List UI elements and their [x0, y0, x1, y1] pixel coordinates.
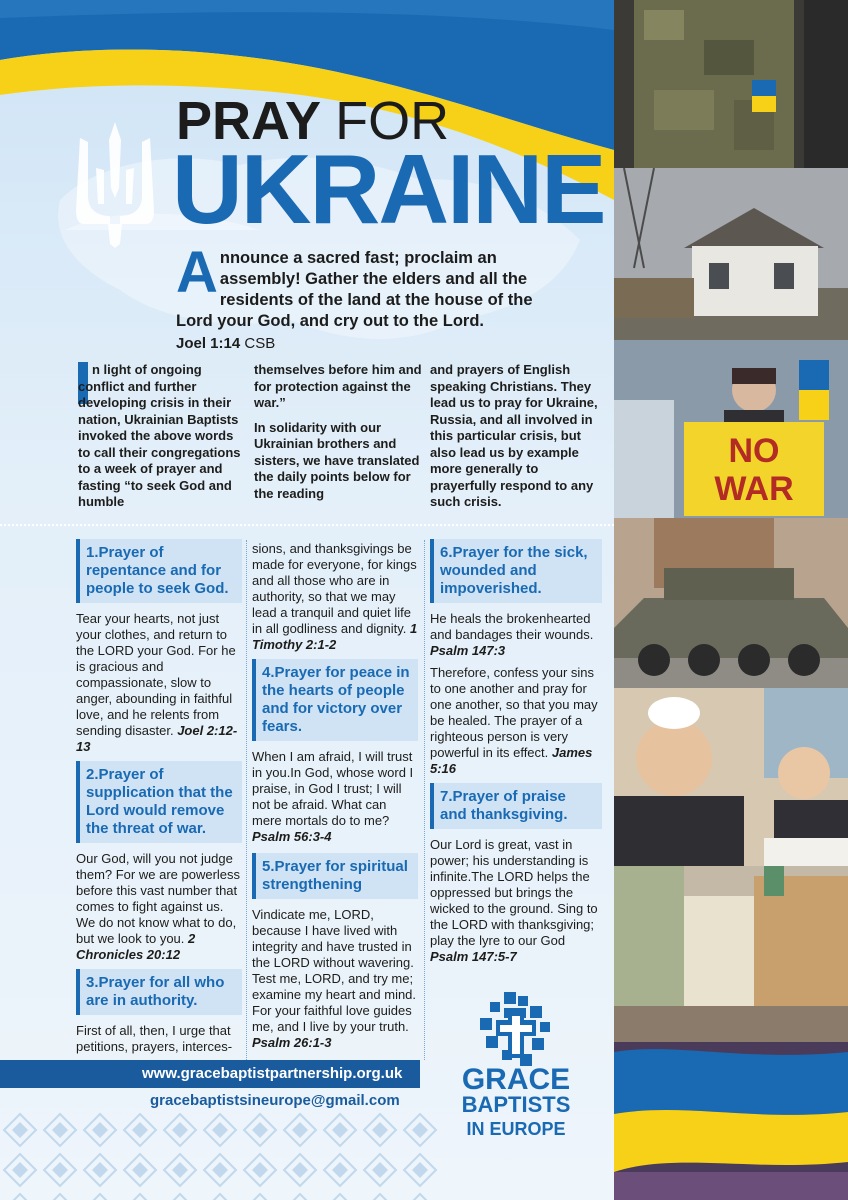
- prayer-4-body: [252, 749, 418, 845]
- intro-column-3: [430, 362, 602, 519]
- scripture-quote: [176, 240, 566, 332]
- website-link[interactable]: www.gracebaptistpartnership.org.uk: [0, 1060, 420, 1088]
- intro-column-2: [254, 362, 422, 510]
- prayer-1-text: Tear your hearts, not just your clothes, and return to the LORD your God. For he is gracious and compassionate, slow to anger, abounding in faithful love, and he relents from sending disaster.: [76, 611, 236, 738]
- column-divider: [424, 540, 425, 1060]
- photo-schoolchildren: [614, 688, 848, 866]
- prayer-6-body-2: [430, 665, 602, 777]
- prayer-6-ref-2: James 5:16: [430, 745, 593, 776]
- prayer-2-body: [76, 851, 242, 963]
- column-divider: [246, 540, 247, 1060]
- quote-ref: Joel 1:14: [176, 335, 241, 352]
- prayer-4-text: When I am afraid, I will trust in you.In God, whose word I praise, in God I trust; I will not be afraid. What can mere mortals do to me?: [252, 749, 414, 828]
- prayer-column-2: [252, 541, 418, 1057]
- email-link[interactable]: gracebaptistsineurope@gmail.com: [150, 1092, 400, 1109]
- photo-strip: [614, 0, 848, 1200]
- logo-line-3: IN EUROPE: [466, 1119, 566, 1140]
- prayer-5-body: [252, 907, 418, 1051]
- prayer-6-text-2: Therefore, confess your sins to one another and pray for one another, so that you may be healed. The prayer of a righteous person is very powerful in its effect.: [430, 665, 598, 760]
- prayer-2-text: Our God, will you not judge them? For we are powerless before this vast number that comes to fight against us. We do not know what to do, but we look to you.: [76, 851, 241, 946]
- prayer-1-body: [76, 611, 242, 755]
- prayer-3-body: First of all, then, I urge that petitions, prayers, interces-: [76, 1023, 233, 1054]
- prayer-3-body-cont: [252, 541, 418, 653]
- prayer-7-title: 7.Prayer of praise and thanksgiving.: [430, 783, 602, 829]
- quote-text: nnounce a sacred fast; proclaim an assembly! Gather the elders and all the residents of the land at the house of the Lord your God, and cry out to the Lord.: [176, 249, 533, 330]
- intro-column-1: [78, 362, 246, 519]
- prayer-1-ref: Joel 2:12-13: [76, 723, 238, 754]
- intro-text-1: n light of ongoing conflict and further developing crisis in their nation, Ukrainian Baptists invoked the above words to call their congregations to a week of prayer and fasting “to seek God and humble: [78, 362, 241, 509]
- intro-text-3: and prayers of English speaking Christians. They lead us to pray for Ukraine, Russia, and all involved in this particular crisis, but also lead us by example more generally to prayerfully respond to any such crisis.: [430, 362, 598, 509]
- prayer-6-body-1: [430, 611, 602, 659]
- title-pray: PRAY: [176, 91, 321, 151]
- grace-baptists-logo-icon: [446, 990, 586, 1070]
- quote-version: CSB: [244, 335, 276, 352]
- photo-no-war-protest: [614, 340, 848, 518]
- section-divider: [0, 524, 614, 527]
- prayer-4-ref: Psalm 56:3-4: [252, 829, 332, 844]
- prayer-7-ref: Psalm 147:5-7: [430, 949, 517, 964]
- prayer-7-text: Our Lord is great, vast in power; his understanding is infinite.The LORD helps the oppressed but brings the wicked to the ground. Sing to the LORD with thanksgiving; play the lyre to our God: [430, 837, 598, 948]
- prayer-column-1: [76, 539, 242, 1061]
- prayer-3-text-cont: sions, and thanksgivings be made for everyone, for kings and all those who are in authority, so that we may lead a tranquil and quiet life in all godliness and dignity.: [252, 541, 417, 636]
- prayer-5-ref: Psalm 26:1-3: [252, 1035, 332, 1050]
- photo-damaged-house: [614, 168, 848, 340]
- intro-text-2a: themselves before him and for protection against the war.”: [254, 362, 422, 410]
- prayer-6-title: 6.Prayer for the sick, wounded and impoverished.: [430, 539, 602, 603]
- photo-ukrainian-flag: [614, 1042, 848, 1200]
- embroidery-pattern: [0, 1110, 614, 1200]
- photo-city-street: [614, 866, 848, 1042]
- prayer-3-title: 3.Prayer for all who are in authority.: [76, 969, 242, 1015]
- logo-line-2: BAPTISTS: [461, 1092, 571, 1117]
- quote-dropcap: A: [176, 240, 218, 305]
- prayer-4-title: 4.Prayer for peace in the hearts of people and for victory over fears.: [252, 659, 418, 741]
- prayer-2-title: 2.Prayer of supplication that the Lord would remove the threat of war.: [76, 761, 242, 843]
- prayer-column-3: [430, 539, 602, 971]
- prayer-3-ref: 1 Timothy 2:1-2: [252, 621, 418, 652]
- photo-armored-vehicle: [614, 518, 848, 688]
- protest-sign-line-2: WAR: [714, 470, 794, 508]
- prayer-2-ref: 2 Chronicles 20:12: [76, 931, 196, 962]
- photo-soldier: [614, 0, 848, 168]
- title-for: FOR: [335, 91, 450, 151]
- protest-sign: [684, 432, 824, 508]
- logo-grace: GRACE: [461, 1063, 571, 1096]
- protest-sign-line-1: NO: [728, 432, 780, 470]
- intro-text-2b: In solidarity with our Ukrainian brothers and sisters, we have translated the daily points below for the reading: [254, 419, 420, 501]
- prayer-5-title: 5.Prayer for spiritual strengthening: [252, 853, 418, 899]
- prayer-6-ref-1: Psalm 147:3: [430, 643, 506, 658]
- prayer-6-text-1: He heals the brokenhearted and bandages their wounds.: [430, 611, 594, 642]
- prayer-1-title: 1.Prayer of repentance and for people to seek God.: [76, 539, 242, 603]
- trident-icon: [74, 118, 156, 248]
- prayer-7-body: [430, 837, 602, 965]
- quote-reference: [176, 335, 275, 352]
- prayer-5-text: Vindicate me, LORD, because I have lived with integrity and have trusted in the LORD without wavering. Test me, LORD, and try me; examine my heart and mind. For your faithful love guides me, and I live by your truth.: [252, 907, 417, 1034]
- title-ukraine: UKRAINE: [172, 134, 605, 244]
